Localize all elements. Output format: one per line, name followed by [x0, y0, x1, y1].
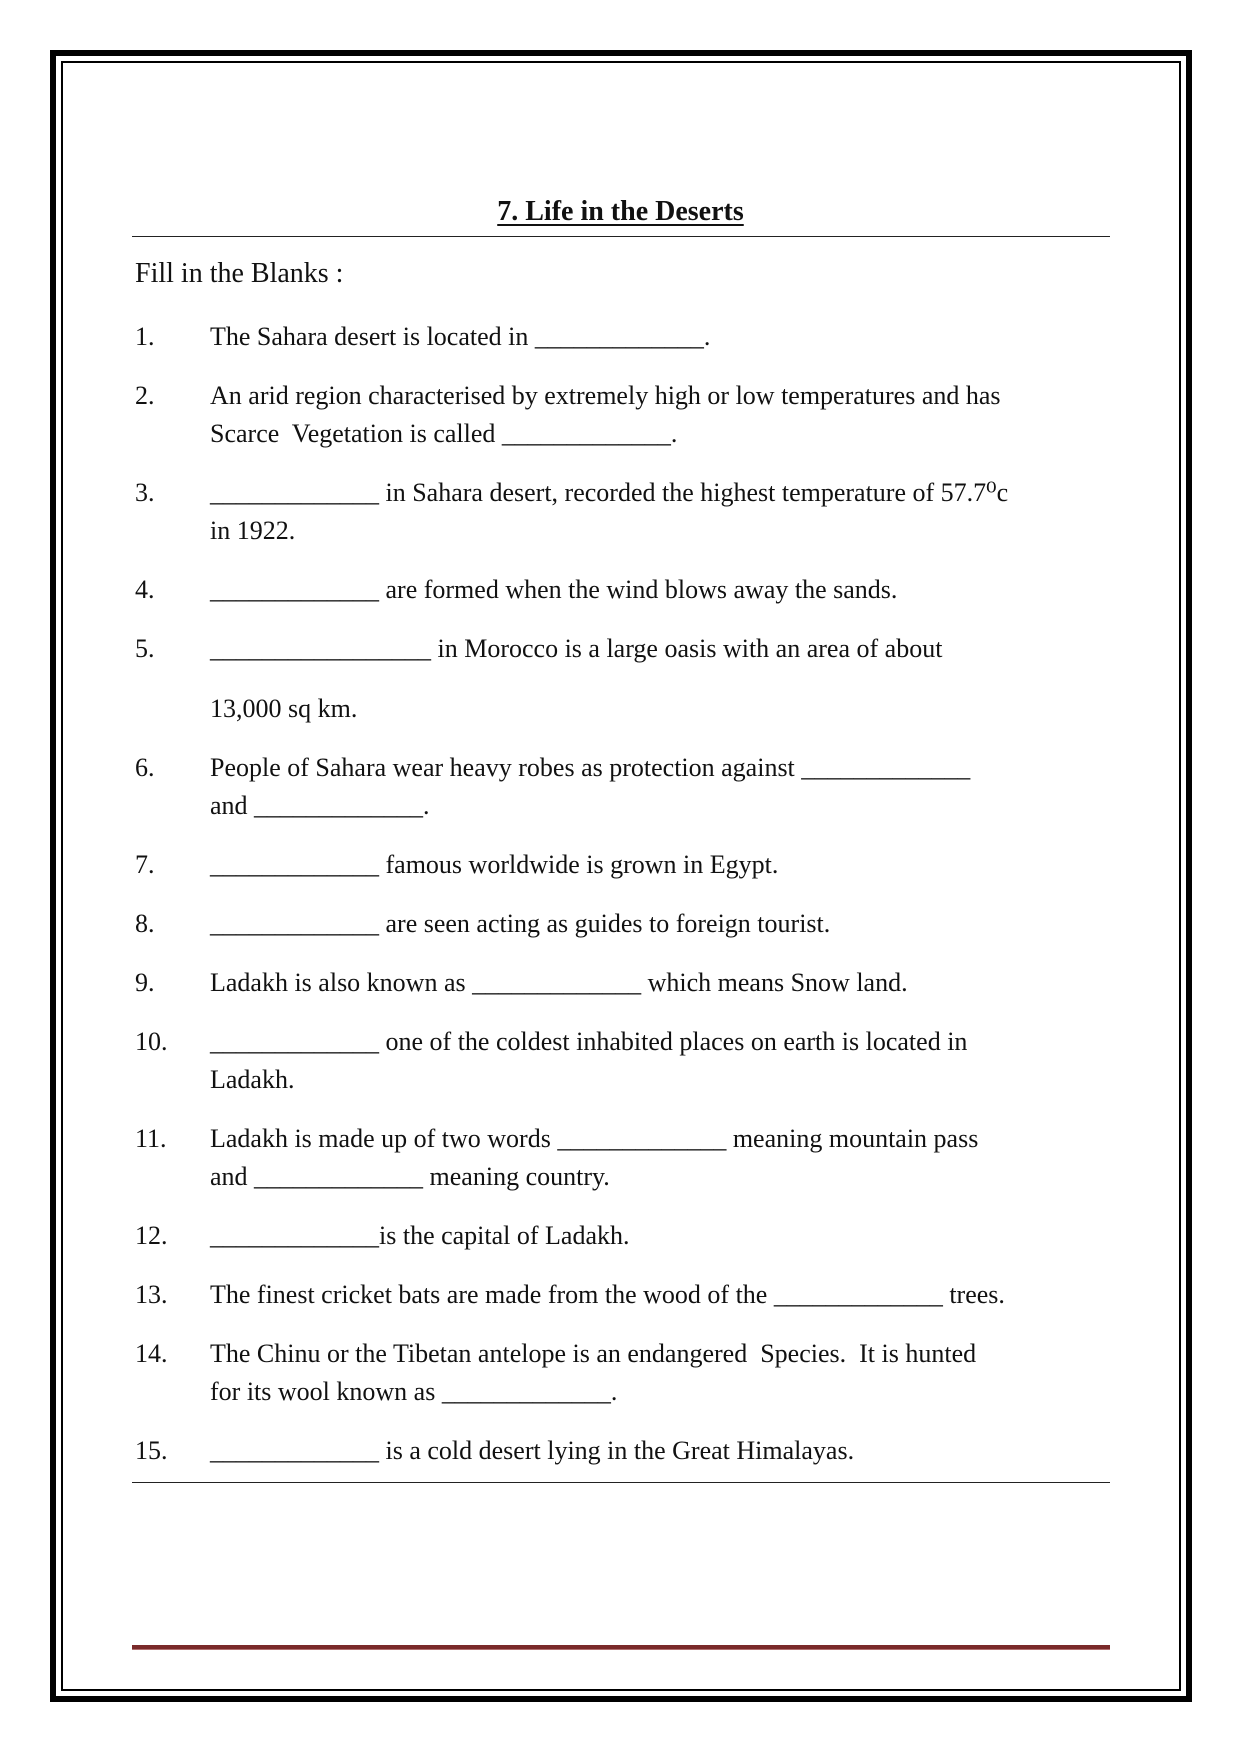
- question-item: [135, 571, 1110, 609]
- question-number: 3.: [135, 478, 155, 507]
- question-item: [135, 846, 1110, 884]
- question-item: [135, 377, 1110, 453]
- footer-rule: [132, 1645, 1110, 1650]
- question-number: 15.: [135, 1436, 168, 1465]
- question-number: 10.: [135, 1027, 168, 1056]
- question-item: [135, 905, 1110, 943]
- question-text: An arid region characterised by extremely high or low temperatures and has Scarce Vegetation is called _____________.: [210, 381, 1001, 448]
- question-text: _____________ are seen acting as guides to foreign tourist.: [210, 909, 831, 938]
- question-text: People of Sahara wear heavy robes as protection against _____________ and _____________.: [210, 753, 971, 820]
- question-text: Ladakh is made up of two words _____________ meaning mountain pass and _____________ meaning country.: [210, 1124, 979, 1191]
- question-item: [135, 1023, 1110, 1099]
- page-title: 7. Life in the Deserts: [497, 196, 744, 227]
- question-list: [135, 318, 1110, 1491]
- question-item: [135, 1120, 1110, 1196]
- instruction-text: Fill in the Blanks :: [135, 258, 344, 289]
- question-number: 1.: [135, 322, 155, 351]
- question-text: _________________ in Morocco is a large oasis with an area of about 13,000 sq km.: [210, 634, 943, 723]
- question-number: 13.: [135, 1280, 168, 1309]
- question-text: _____________ is a cold desert lying in the Great Himalayas.: [210, 1436, 855, 1465]
- question-item: [135, 1335, 1110, 1411]
- question-item: [135, 1432, 1110, 1470]
- question-number: 8.: [135, 909, 155, 938]
- question-text: The Sahara desert is located in _____________.: [210, 322, 711, 351]
- title-divider: [132, 236, 1110, 237]
- question-text: _____________ one of the coldest inhabited places on earth is located in Ladakh.: [210, 1027, 968, 1094]
- question-number: 7.: [135, 850, 155, 879]
- question-text: _____________is the capital of Ladakh.: [210, 1221, 630, 1250]
- question-text: Ladakh is also known as _____________ which means Snow land.: [210, 968, 908, 997]
- question-item: [135, 1217, 1110, 1255]
- question-item: [135, 1276, 1110, 1314]
- question-item: [135, 474, 1110, 550]
- content-bottom-divider: [132, 1482, 1110, 1483]
- question-item: [135, 318, 1110, 356]
- question-item: [135, 749, 1110, 825]
- question-number: 6.: [135, 753, 155, 782]
- question-item: [135, 630, 1110, 728]
- question-text: The Chinu or the Tibetan antelope is an endangered Species. It is hunted for its wool known as _____________.: [210, 1339, 977, 1406]
- question-number: 12.: [135, 1221, 168, 1250]
- question-text: _____________ are formed when the wind blows away the sands.: [210, 575, 898, 604]
- question-number: 2.: [135, 381, 155, 410]
- question-number: 5.: [135, 634, 155, 663]
- question-number: 9.: [135, 968, 155, 997]
- question-item: [135, 964, 1110, 1002]
- question-text: The finest cricket bats are made from the wood of the _____________ trees.: [210, 1280, 1005, 1309]
- question-number: 4.: [135, 575, 155, 604]
- question-text: _____________ famous worldwide is grown in Egypt.: [210, 850, 779, 879]
- question-text: _____________ in Sahara desert, recorded the highest temperature of 57.7⁰c in 1922.: [210, 478, 1009, 545]
- question-number: 14.: [135, 1339, 168, 1368]
- question-number: 11.: [135, 1124, 167, 1153]
